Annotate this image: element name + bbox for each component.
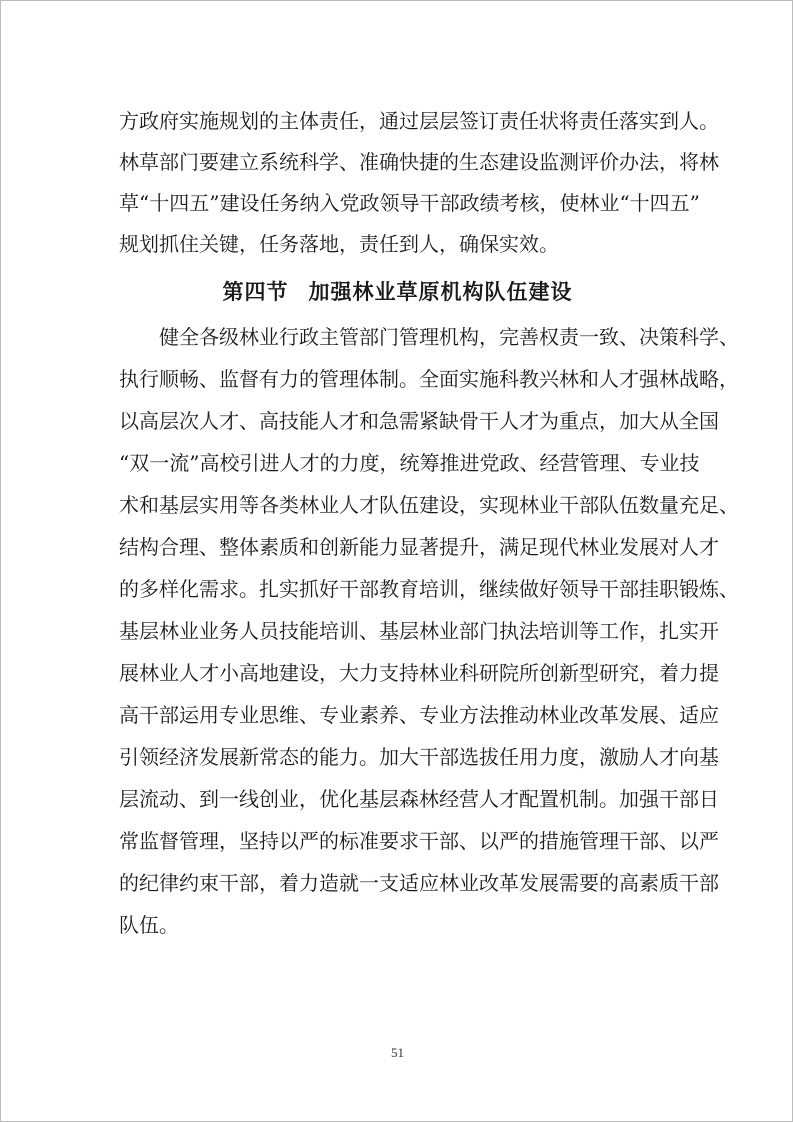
body-line: “双一流”高校引进人才的力度，统筹推进党政、经营管理、专业技 [119,451,700,475]
body-line: 高干部运用专业思维、专业素养、专业方法推动林业改革发展、适应 [119,703,719,727]
intro-line: 草“十四五”建设任务纳入党政领导干部政绩考核，使林业“十四五” [119,191,700,215]
body-line: 健全各级林业行政主管部门管理机构，完善权责一致、决策科学、 [159,325,739,349]
section-number: 第四节 [222,280,289,304]
body-line: 队伍。 [119,913,179,937]
body-line: 基层林业业务人员技能培训、基层林业部门执法培训等工作，扎实开 [119,619,719,643]
page-number: 51 [391,1045,404,1060]
body-line: 以高层次人才、高技能人才和急需紧缺骨干人才为重点，加大从全国 [119,409,719,433]
section-heading [1,277,793,307]
body-line: 层流动、到一线创业，优化基层森林经营人才配置机制。加强干部日 [119,787,719,811]
body-line: 展林业人才小高地建设，大力支持林业科研院所创新型研究，着力提 [119,661,719,685]
body-line: 引领经济发展新常态的能力。加大干部选拔任用力度，激励人才向基 [119,745,719,769]
body-line: 常监督管理，坚持以严的标准要求干部、以严的措施管理干部、以严 [119,829,719,853]
intro-line: 规划抓住关键，任务落地，责任到人，确保实效。 [119,232,559,256]
intro-line: 林草部门要建立系统科学、准确快捷的生态建设监测评价办法，将林 [119,150,719,174]
section-title: 加强林业草原机构队伍建设 [308,280,573,304]
body-line: 的纪律约束干部，着力造就一支适应林业改革发展需要的高素质干部 [119,871,719,895]
intro-line: 方政府实施规划的主体责任，通过层层签订责任状将责任落实到人。 [119,109,719,133]
body-line: 的多样化需求。扎实抓好干部教育培训，继续做好领导干部挂职锻炼、 [119,577,739,601]
body-line: 结构合理、整体素质和创新能力显著提升，满足现代林业发展对人才 [119,535,719,559]
body-line: 执行顺畅、监督有力的管理体制。全面实施科教兴林和人才强林战略， [119,367,739,391]
body-line: 术和基层实用等各类林业人才队伍建设，实现林业干部队伍数量充足、 [119,493,739,517]
